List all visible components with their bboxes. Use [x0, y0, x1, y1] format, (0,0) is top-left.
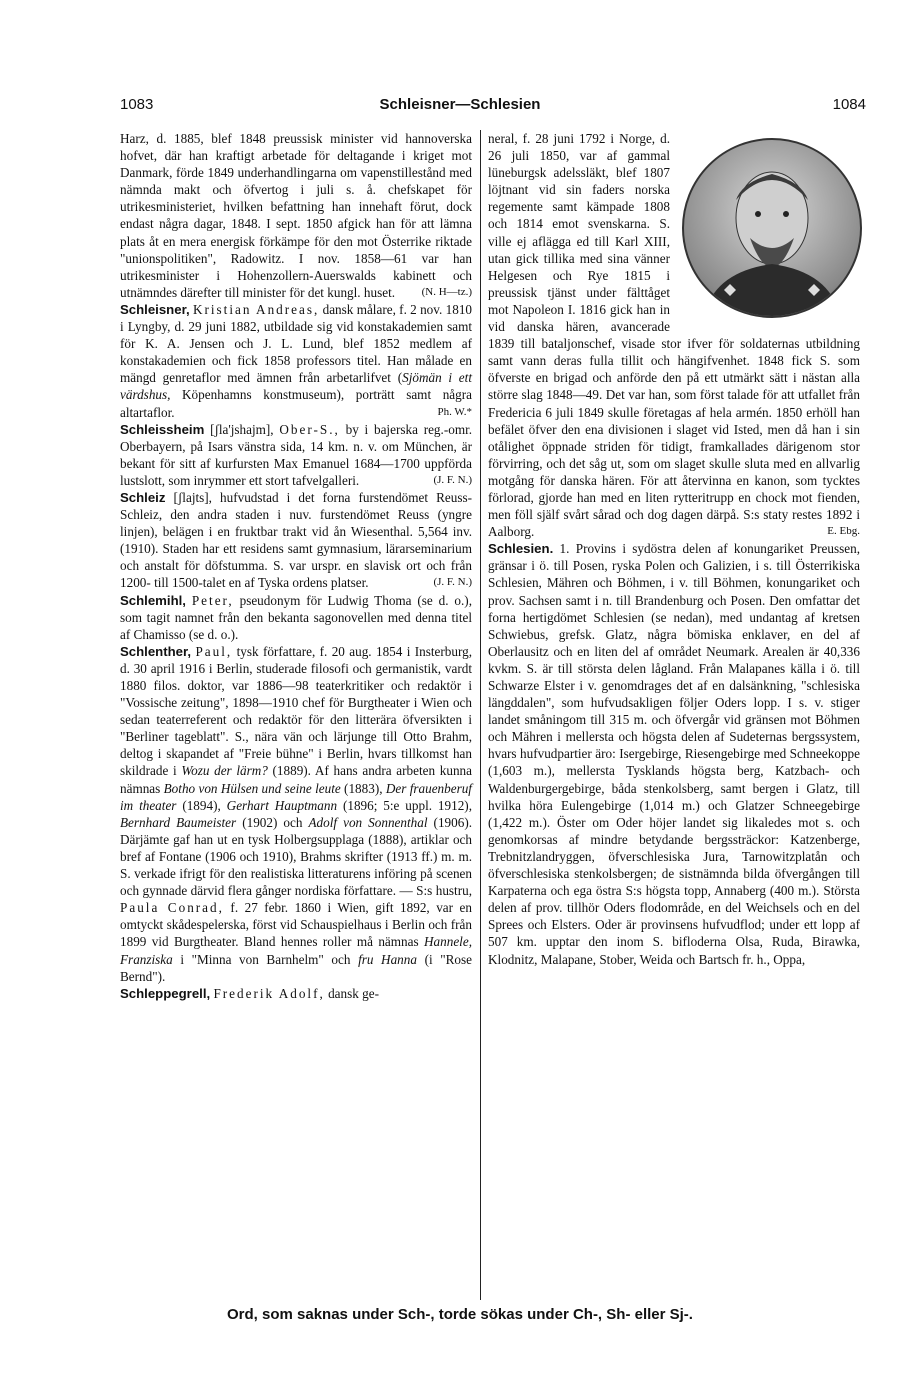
signature: E. Ebg.: [827, 525, 860, 538]
entry-schleiz: Schleiz [ʃlajts], hufvudstad i det forna furstendömet Reuss-Schleiz, den andra staden i nuv. furstendömet Reuss (yngre linjen), belägen i en fruktbar trakt vid ån Wiesenthal. 5,564 inv. (1910). Staden har ett residens samt gymnasium, lärarseminarium och anstalt för döfstumma. S. var urspr. en slavisk ort och från 1200- till 1500-talet en af Tyska ordens platser. (J. F. N.): [120, 489, 472, 591]
entry-schleppegrell-continuation: neral, f. 28 juni 1792 i Norge, d. 26 juli 1850, var af gammal lüneburgsk adelssläkt, blef 1807 löjtnant vid sin faders norska regemente samt kämpade 1808 och 1814 emot svenskarna. S. ville ej aflägga ed till Karl XIII, utan gick tillika med sina vänner Helgesen och Rye 1815 i preussisk tjänst under fälttåget mot Napoleon I. 1816 gick han in vid danska hären, avancerade 1839 till bataljonschef, visade stor ifver för soldaternas utbildning samt vann deras fulla tillit och hängifvenhet. 1848 fick S. som öfverste en brigad och anförde den på ett utmärkt sätt i nästan alla större slag 1848—49. Det var han, som först talade för att utfallet från Fredericia 6 juli 1849 skulle företagas af hela armén. 1850 erhöll han befälet öfver den ena divisionen i slaget vid Isted, men då han i sin otålighet öppnade striden för tidigt, framkallades därigenom stor förvirring, och det såg ut, som om slaget skulle sluta med en allvarlig motgång för danska hären. För att återvinna en kanon, som tycktes förlorad, gjorde han med en liten rytteritrupp en chock mot fienden, men föll själf svårt sårad och dog dagen därpå. S:s staty restes 1892 i Aalborg. E. Ebg.: [488, 131, 860, 540]
column-divider: [480, 130, 481, 1300]
entry-headword: Schlenther,: [120, 643, 192, 659]
entry-schlesien: Schlesien. 1. Provins i sydöstra delen af konungariket Preussen, gränsar i ö. till Posen, ryska Polen och Galizien, i s. till Österrikiska Schlesien, Mähren och Böhmen, i v. till Böhmen, konungariket och prov. Sachsen samt i n. till Brandenburg och Posen. Den omfattar det forna hertigdömet Schlesien (se nedan), med undantag af kretsen Schwiebus, grefsk. Glatz, några bömiska enklaver, en del af Oberlausitz och en liten del af området Neumark. Arealen är 40,336 kvkm. S. är till största delen lågland. Från Malapanes källa i ö. till Schwarze Elster i v. genomdrages det af en dalsänkning, "schlesiska längddalen", som hufvudsakligen följer Oders lopp. I s. v. stiger landet småningom till 315 m. och öfvergår vid gränsen mot Böhmen och Mähren i mellersta och högsta delen af Sudeternas bergssystem, hvars hufvudpartier äro: Isergebirge, Riesengebirge med Schneekoppe (1,603 m.), mellersta Tysklands högsta berg, Katzbach- och Waldenburgergebirge, båda stenkolsberg, samt bergen i Glatz, till hvilka höra Eulengebirge (1,014 m.) och Glatzer Schneegebirge (1,422 m.). Öster om Oder höjer landet sig likaledes mot s. och genomkorsas af mindre betydande bergssträckor: Katzenberge, Trebnitzlandryggen, öfverschlesiska Jura, Tarnowitzplatån och öfverschlesiska stenkolsbergen; de sistnämnda bilda öfvergången till Karpaterna och ega östra S:s högsta topp, Annaberg (400 m.). Största delen af prov. tillhör Oders flodområde, en del Weichsels och en del Sprees och Elsters. Oder är provinsens hufvudflod; under ett lopp af 507 km. upptar den inom S. bifloderna Olsa, Ruda, Birawka, Klodnitz, Malapane, Stober, Weida och Bartsch fr. h., Oppa,: [488, 541, 860, 967]
page-number-left: 1083: [120, 96, 154, 113]
page-header: [0, 96, 920, 120]
entry-schlenther: Schlenther, Paul, tysk författare, f. 20 aug. 1854 i Insterburg, d. 30 april 1916 i Berlin, studerade filosofi och germanistik, vardt 1880 filos. doktor, var 1886—98 teaterkritiker och redaktör i "Vossische zeitung", 1898—1910 chef för Burgtheater i Wien och sedan teaterreferent och redaktör för den litterära öfversikten i "Berliner tageblatt". S., nära vän och lärjunge till Otto Brahm, deltog i skapandet af "Freie bühne" i Berlin, hvars tillkomst han skildrade i Wozu der lärm? (1889). Af hans andra arbeten kunna nämnas Botho von Hülsen und seine leute (1883), Der frauenberuf im theater (1894), Gerhart Hauptmann (1896; 5:e uppl. 1912), Bernhard Baumeister (1902) och Adolf von Sonnenthal (1906). Därjämte gaf han ut en tysk Holbergsupplaga (1888), artiklar och bref af Fontane (1906 och 1910), Brahms skrifter (1913 ff.) m. m. S. verkade ifrigt för den realistiska litteraturens införing på scenen och gynnade därvid flera gånger nordiska författare. — S:s hustru, Paula Conrad, f. 27 febr. 1860 i Wien, gift 1892, var en omtyckt skådespelerska, först vid Schauspielhaus i Berlin och från 1899 vid Burgtheater. Bland hennes roller må nämnas Hannele, Franziska i "Minna von Barnhelm" och fru Hanna (i "Rose Bernd").: [120, 643, 473, 984]
entry-headword: Schleppegrell,: [120, 985, 211, 1001]
entry-headword: Schleisner,: [120, 301, 190, 317]
entry-headword: Schlesien.: [488, 541, 554, 557]
entry-schleissheim: Schleissheim [ʃla'jshajm], Ober-S., by i bajerska reg.-omr. Oberbayern, på Isars vänstra sida, 14 km. n. v. om München, är bekant för sitt af kurfursten Max Emanuel 1684—1700 uppförda lustslott, som inrymmer ett stort tafvelgalleri. (J. F. N.): [120, 421, 473, 488]
portrait-icon: [682, 138, 862, 318]
page-number-right: 1084: [832, 96, 866, 113]
entry-headword: Schlemihl,: [120, 592, 186, 608]
footer-note: Ord, som saknas under Sch-, torde sökas under Ch-, Sh- eller Sj-.: [227, 1306, 693, 1323]
entry-schleisner: Schleisner, Kristian Andreas, dansk målare, f. 2 nov. 1810 i Lyngby, d. 29 juni 1882, utbildade sig vid konstakademien samt för K. A. Jensen och J. L. Lund, blef 1852 medlem af konstakademien och fick 1858 professors titel. Han målade en mängd genretaflor med ämnen från arbetarlifvet (Sjömän i ett värdshus, Köpenhamns konstmuseum), porträtt samt några altartaflor. Ph. W.*: [120, 301, 473, 420]
entry-headword: Schleissheim: [120, 421, 205, 437]
signature: (N. H—tz.): [421, 285, 472, 298]
running-title: Schleisner—Schlesien: [379, 96, 541, 113]
signature: (J. F. N.): [433, 576, 472, 589]
signature: Ph. W.*: [437, 405, 472, 418]
signature: (J. F. N.): [433, 473, 472, 486]
entry-schleppegrell: Schleppegrell, Frederik Adolf, dansk ge-: [120, 985, 379, 1001]
entry-schleinitz-continuation: Harz, d. 1885, blef 1848 preussisk minister vid hannoverska hofvet, där han kraftigt arbetade för deltagande i kriget mot Danmark, förde 1849 underhandlingarna om vapenstillestånd med nämnda makt och öfvertog i juli s. å. chefskapet för utrikesministeriet, hvilken befattning han innehaft förut, dock endast några dagar, 1848. I sept. 1850 afgick han för att lämna plats åt en mera energisk förkämpe för den mot Österrike riktade "unionspolitiken", Radowitz. I nov. 1858—61 var han utrikesminister i Hohenzollern-Auerswalds kabinett och utnämndes därefter till minister för det kungl. huset. (N. H—tz.): [120, 131, 472, 300]
entry-headword: Schleiz: [120, 489, 166, 505]
portrait-figure: [678, 134, 860, 322]
entry-schlemihl: Schlemihl, Peter, pseudonym för Ludwig Thoma (se d. o.), som tagit namnet från den bekanta sagonovellen med denna titel af Chamisso (se d. o.).: [120, 592, 473, 642]
right-column: [488, 130, 860, 968]
left-column: [120, 130, 472, 1002]
